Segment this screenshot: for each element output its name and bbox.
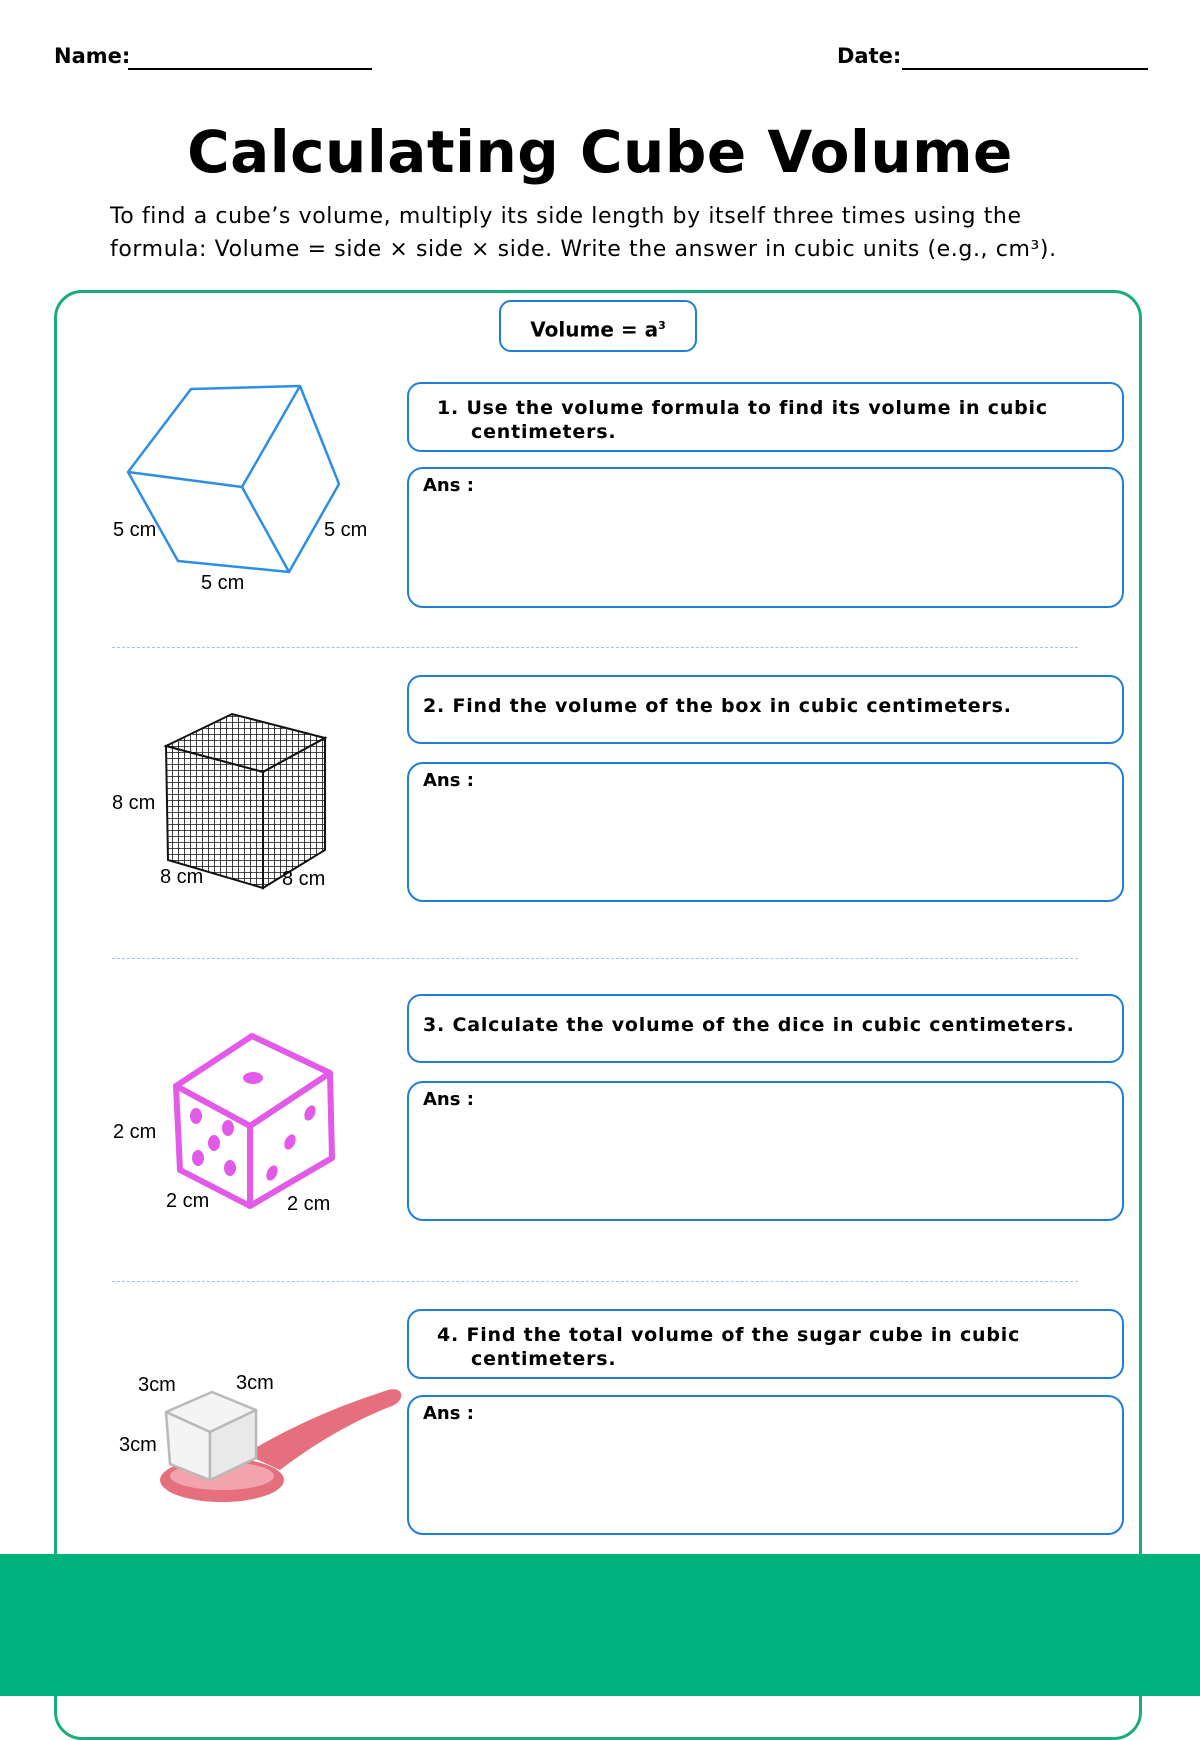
instructions-text: To find a cube’s volume, multiply its side length by itself three times using the formula: Volume = side × side × side. Write the answer in cubic units (e.g., cm³).	[110, 204, 1057, 262]
section-divider	[112, 1281, 1078, 1282]
dice-pip	[224, 1160, 236, 1176]
name-field[interactable]	[128, 68, 372, 70]
q4-dim-height: 3cm	[119, 1434, 157, 1456]
q3-dim-width: 2 cm	[166, 1190, 210, 1212]
answer-label: Ans :	[423, 1089, 474, 1110]
answer-1-box[interactable]	[407, 467, 1124, 608]
worksheet-title: Calculating Cube Volume	[187, 118, 1013, 186]
dice-pip	[208, 1135, 220, 1151]
q3-dim-depth: 2 cm	[287, 1193, 331, 1215]
date-label: Date:	[837, 44, 902, 68]
dice-figure	[170, 1030, 340, 1215]
answer-label: Ans :	[423, 475, 474, 496]
question-4-text: 4. Find the total volume of the sugar cube in cubic centimeters.	[437, 1324, 1021, 1370]
footer-band	[0, 1554, 1200, 1696]
dice-pip	[192, 1150, 204, 1166]
q4-dim-depth: 3cm	[236, 1372, 274, 1394]
q1-dim-height: 5 cm	[113, 519, 157, 541]
dice-pip	[190, 1108, 202, 1124]
formula-exponent: 3	[658, 319, 666, 332]
q1-dim-width: 5 cm	[201, 572, 245, 594]
question-3-text: 3. Calculate the volume of the dice in cubic centimeters.	[423, 1014, 1075, 1036]
q2-dim-height: 8 cm	[112, 792, 156, 814]
question-3-box	[407, 994, 1124, 1063]
section-divider	[112, 958, 1078, 959]
dice-pip	[222, 1120, 234, 1136]
cube-outline-hull	[128, 386, 339, 572]
sugar-spoon-figure	[160, 1372, 410, 1512]
answer-2-box[interactable]	[407, 762, 1124, 902]
date-field[interactable]	[902, 68, 1148, 70]
spoon-handle	[245, 1389, 401, 1470]
cube-outline-figure	[120, 380, 360, 580]
answer-label: Ans :	[423, 770, 474, 791]
question-4-box	[407, 1309, 1124, 1379]
dice-pip	[243, 1072, 263, 1084]
q3-dim-height: 2 cm	[113, 1121, 157, 1143]
q2-dim-depth: 8 cm	[282, 868, 326, 890]
answer-4-box[interactable]	[407, 1395, 1124, 1535]
q4-dim-width: 3cm	[138, 1374, 176, 1396]
section-divider	[112, 647, 1078, 648]
name-label: Name:	[54, 44, 131, 68]
formula-text: Volume = a	[530, 317, 659, 342]
answer-label: Ans :	[423, 1403, 474, 1424]
question-2-box	[407, 675, 1124, 744]
formula-box	[499, 300, 697, 352]
answer-3-box[interactable]	[407, 1081, 1124, 1221]
question-1-box	[407, 382, 1124, 452]
cube-outline-front-edge	[242, 487, 289, 572]
q2-dim-width: 8 cm	[160, 866, 204, 888]
question-2-text: 2. Find the volume of the box in cubic centimeters.	[423, 695, 1012, 717]
question-1-text: 1. Use the volume formula to find its volume in cubic centimeters.	[437, 397, 1048, 443]
q1-dim-depth: 5 cm	[324, 519, 368, 541]
